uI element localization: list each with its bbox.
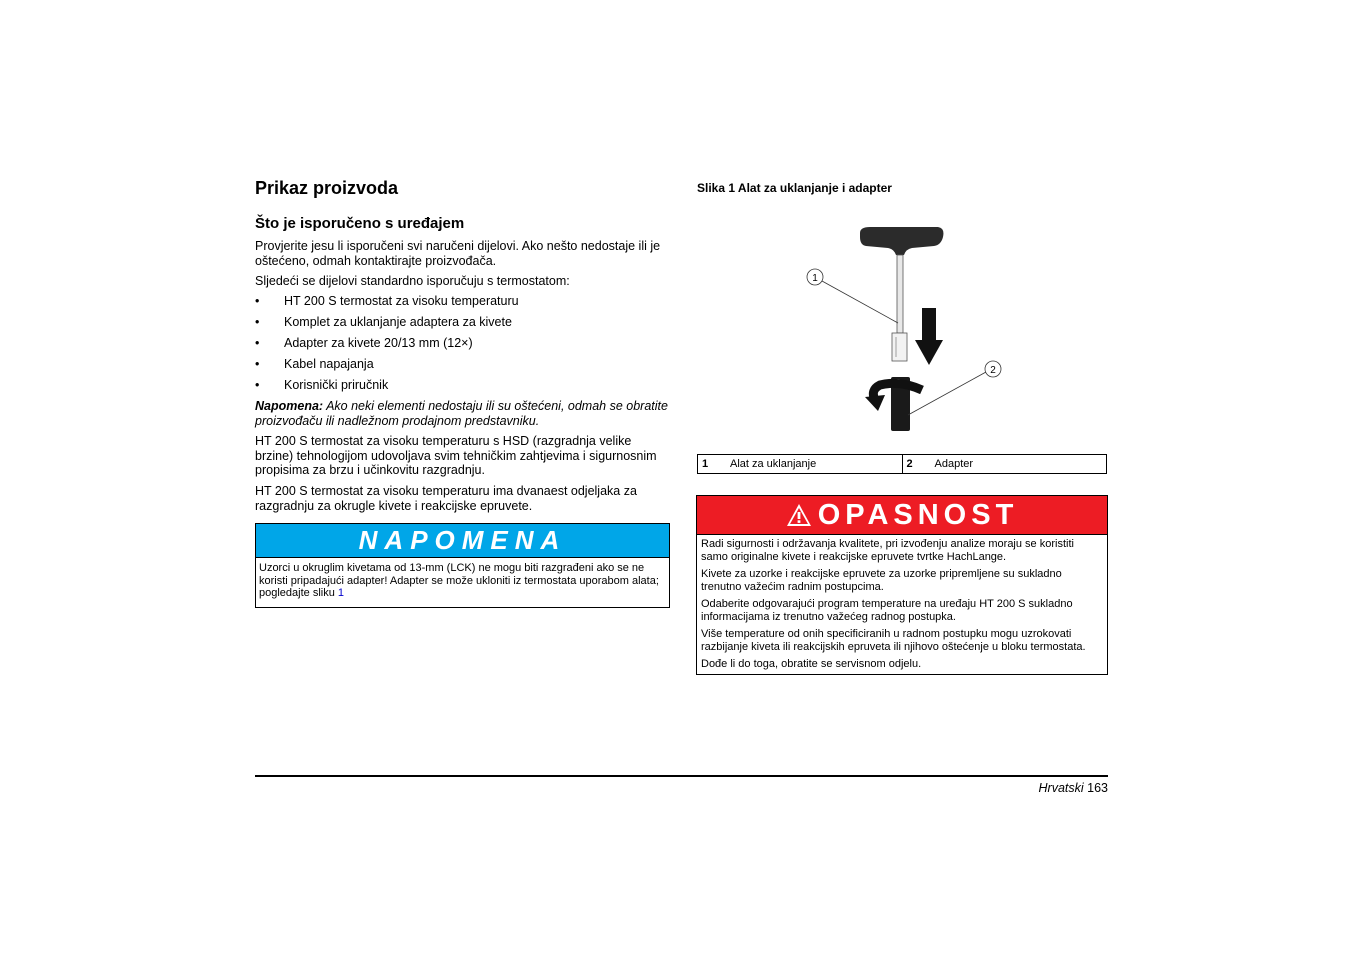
danger-heading-bar [697,496,1107,535]
callout-label-1: 1 [812,273,818,284]
hsd-paragraph: HT 200 S termostat za visoku temperaturu s HSD (razgradnja velike brzine) tehnologijom udovoljava svim tehničkim zahtjevima i sigurnosnim propisima za brzu i učinkovitu razgradnju. [255,434,657,477]
bullet: • [255,378,260,392]
bullet: • [255,357,260,371]
note-text: Ako neki elementi nedostaju ili su oštećeni, odmah se obratite proizvođaču ili nadležnom prodajnom predstavniku. [255,399,668,428]
callout-leader-1 [822,281,898,323]
notice-text: Uzorci u okruglim kivetama od 13-mm (LCK) ne mogu biti razgrađeni ako se ne koristi pripadajući adapter! Adapter se može ukloniti iz termostata uporabom alata; pogledajte sliku [259,562,659,599]
list-item [255,336,670,357]
notice-body [256,558,669,604]
figure-caption: Slika 1 Alat za uklanjanje i adapter [697,181,892,195]
removal-tool-figure [800,215,1020,440]
legend-label: Adapter [934,458,974,470]
list-item [255,357,670,378]
list-item-text: HT 200 S termostat za visoku temperaturu [284,294,519,308]
notice-box [255,523,670,608]
legend-label: Alat za uklanjanje [730,458,817,470]
inline-note [255,399,670,428]
danger-paragraph: Dođe li do toga, obratite se servisnom odjelu. [701,658,922,670]
legend-cell [698,455,902,473]
bullet: • [255,315,260,329]
note-label: Napomena: [255,399,324,413]
warning-triangle-icon [786,503,812,527]
page-number: 163 [1087,781,1108,795]
danger-paragraph: Kivete za uzorke i reakcijske epruvete za uzorke pripremljene su sukladno trenutno važećim radnim postupcima. [701,568,1062,593]
footer-divider [255,775,1108,777]
danger-paragraph: Više temperature od onih specificiranih u radnom postupku mogu uzrokovati razbijanje kiveta ili reakcijskih epruveta ili njihovo oštećenje u bloku termostata. [701,628,1086,653]
list-item [255,294,670,315]
intro-paragraph: Provjerite jesu li isporučeni svi naručeni dijelovi. Ako nešto nedostaje ili je oštećeno, odmah kontaktirajte proizvođača. [255,239,661,268]
footer-language: Hrvatski [1038,781,1084,795]
danger-paragraph: Radi sigurnosti i održavanja kvalitete, pri izvođenju analize moraju se koristiti samo originalne kivete i reakcijske epruvete tvrtke HachLange. [701,538,1074,563]
legend-number: 2 [906,458,913,470]
danger-paragraph: Odaberite odgovarajući program temperature na uređaju HT 200 S sukladno informacijama iz trenutno važećeg radnog postupka. [701,598,1073,623]
list-item-text: Komplet za uklanjanje adaptera za kivete [284,315,512,329]
intro-paragraph-2: Sljedeći se dijelovi standardno isporučuju s termostatom: [255,274,570,288]
subsection-title: Što je isporučeno s uređajem [255,215,465,232]
slots-paragraph: HT 200 S termostat za visoku temperaturu ima dvanaest odjeljaka za razgradnju za okrugle kivete i reakcijske epruvete. [255,484,637,513]
list-item-text: Korisnički priručnik [284,378,389,392]
figure-link[interactable]: 1 [337,587,345,599]
list-item-text: Kabel napajanja [284,357,374,371]
list-item [255,315,670,336]
legend-cell [902,455,1107,473]
delivered-items-list [255,294,670,399]
section-title: Prikaz proizvoda [255,178,399,198]
legend-number: 1 [702,458,709,470]
list-item-text: Adapter za kivete 20/13 mm (12×) [284,336,473,350]
down-arrow-icon [915,308,943,365]
page-footer [1039,781,1109,795]
danger-heading: OPASNOST [817,498,1019,531]
list-item [255,378,670,399]
callout-label-2: 2 [990,365,996,376]
bullet: • [255,336,260,350]
danger-box [696,495,1108,675]
figure-legend-table [697,454,1107,474]
danger-body [697,535,1107,678]
notice-heading: NAPOMENA [256,524,669,558]
bullet: • [255,294,260,308]
